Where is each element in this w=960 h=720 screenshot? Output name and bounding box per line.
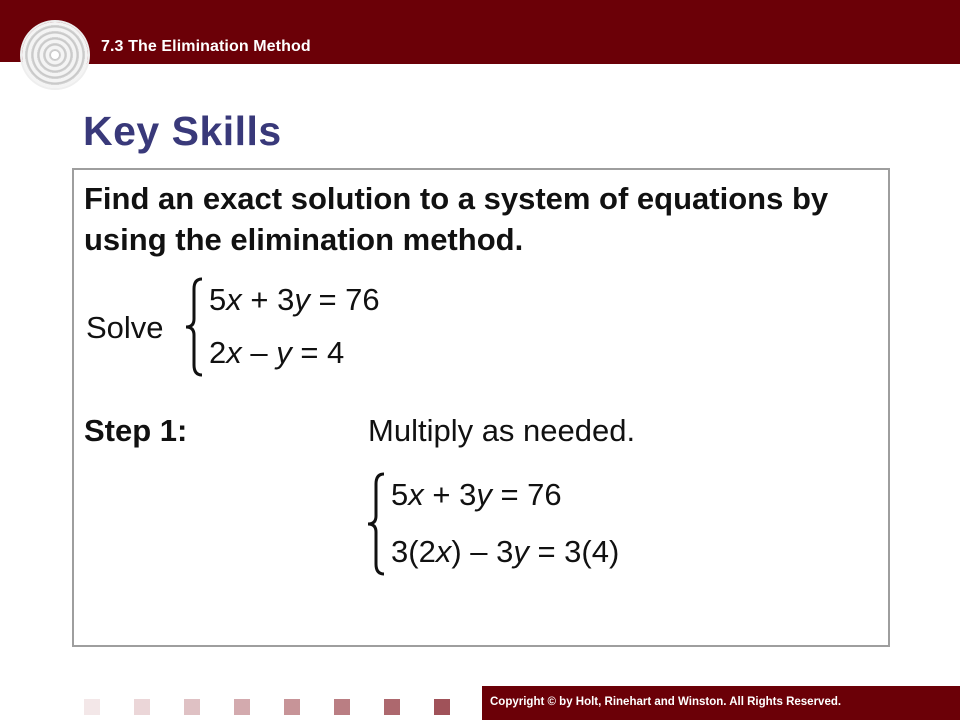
header-rule <box>40 62 960 64</box>
decorative-square <box>434 699 450 715</box>
decorative-square <box>134 699 150 715</box>
section-title: 7.3 The Elimination Method <box>101 38 311 55</box>
page-title: Key Skills <box>83 108 282 154</box>
step-1-equation-2: 3(2x) – 3y = 3(4) <box>391 534 620 569</box>
solve-equation-2: 2x – y = 4 <box>209 335 345 370</box>
decorative-square <box>184 699 200 715</box>
decorative-square <box>84 699 100 715</box>
step-1-label: Step 1: <box>84 413 188 448</box>
decorative-square <box>234 699 250 715</box>
decorative-square <box>334 699 350 715</box>
step-1-equation-1: 5x + 3y = 76 <box>391 477 562 512</box>
copyright-text: Copyright © by Holt, Rinehart and Winston. All Rights Reserved. <box>490 696 842 708</box>
decorative-square <box>384 699 400 715</box>
decorative-square <box>284 699 300 715</box>
objective-text: Find an exact solution to a system of equations by using the elimination method. <box>84 181 829 257</box>
solve-label: Solve <box>86 310 164 345</box>
concentric-circles-logo-icon <box>22 22 88 88</box>
solve-equation-1: 5x + 3y = 76 <box>209 282 380 317</box>
left-brace-icon <box>180 277 206 377</box>
step-1-description: Multiply as needed. <box>368 413 636 448</box>
left-brace-icon <box>362 472 388 576</box>
